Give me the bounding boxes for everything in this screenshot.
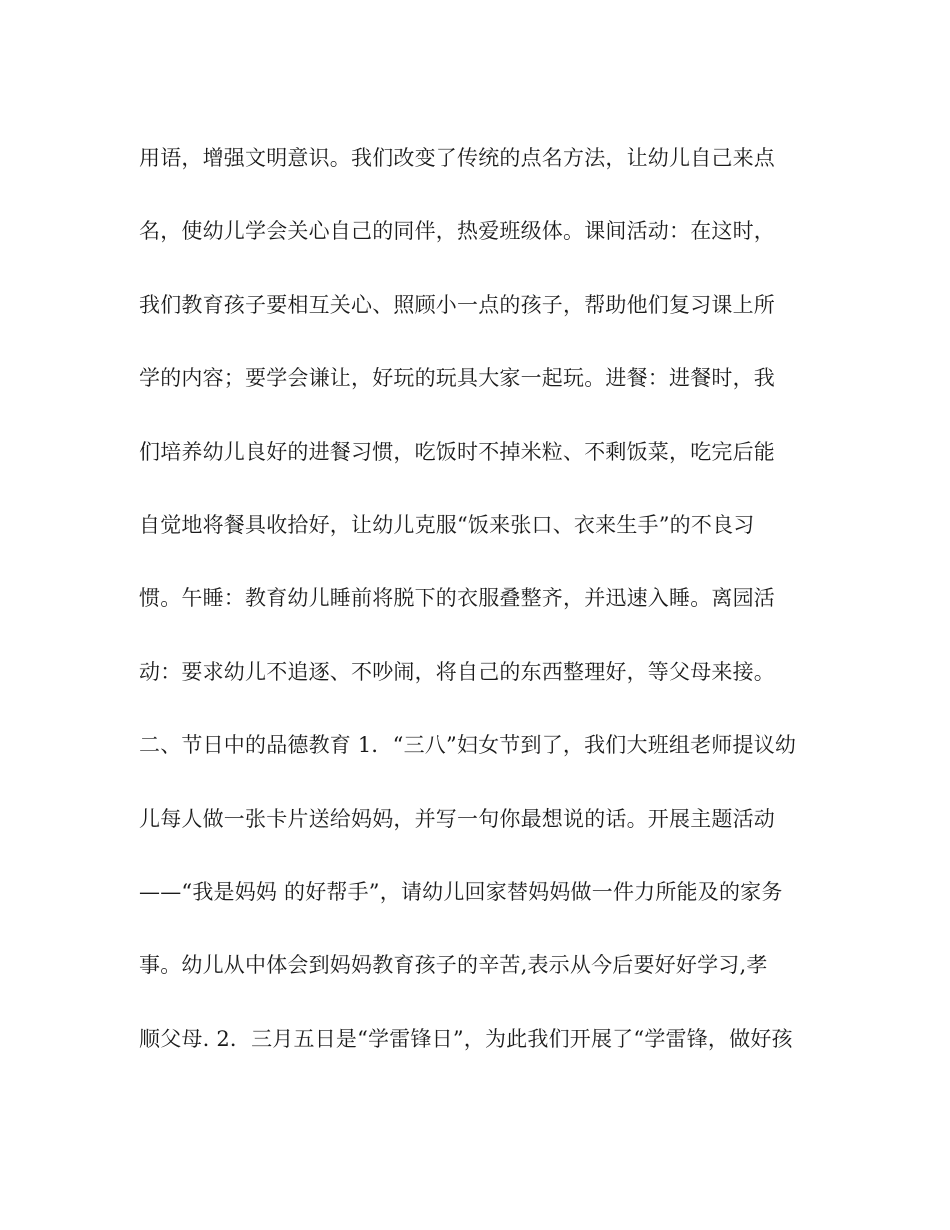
text-line: 事。幼儿从中体会到妈妈教育孩子的辛苦,表示从今后要好好学习,孝	[139, 953, 768, 978]
text-line: 动：要求幼儿不追逐、不吵闹，将自己的东西整理好，等父母来接。	[139, 659, 775, 684]
text-line: 惯。午睡：教育幼儿睡前将脱下的衣服叠整齐，并迅速入睡。离园活	[139, 586, 775, 611]
text-line: 顺父母. 2．三月五日是“学雷锋日”，为此我们开展了“学雷锋，做好孩	[139, 1026, 793, 1051]
text-line: 名，使幼儿学会关心自己的同伴，热爱班级体。课间活动：在这时，	[139, 219, 775, 244]
text-line: 我们教育孩子要相互关心、照顾小一点的孩子，帮助他们复习课上所	[139, 292, 775, 317]
text-line: 用语，增强文明意识。我们改变了传统的点名方法，让幼儿自己来点	[139, 146, 775, 170]
text-line: 二、节日中的品德教育 1．“三八”妇女节到了，我们大班组老师提议幼	[139, 733, 797, 758]
text-line: 儿每人做一张卡片送给妈妈，并写一句你最想说的话。开展主题活动	[139, 806, 775, 831]
text-line: ——“我是妈妈 的好帮手”，请幼儿回家替妈妈做一件力所能及的家务	[139, 879, 783, 904]
text-line: 们培养幼儿良好的进餐习惯，吃饭时不掉米粒、不剩饭菜，吃完后能	[139, 439, 775, 464]
text-line: 学的内容；要学会谦让，好玩的玩具大家一起玩。进餐：进餐时，我	[139, 366, 775, 391]
text-line: 自觉地将餐具收拾好，让幼儿克服“饭来张口、衣来生手”的不良习	[139, 512, 755, 537]
document-body	[139, 134, 829, 1088]
